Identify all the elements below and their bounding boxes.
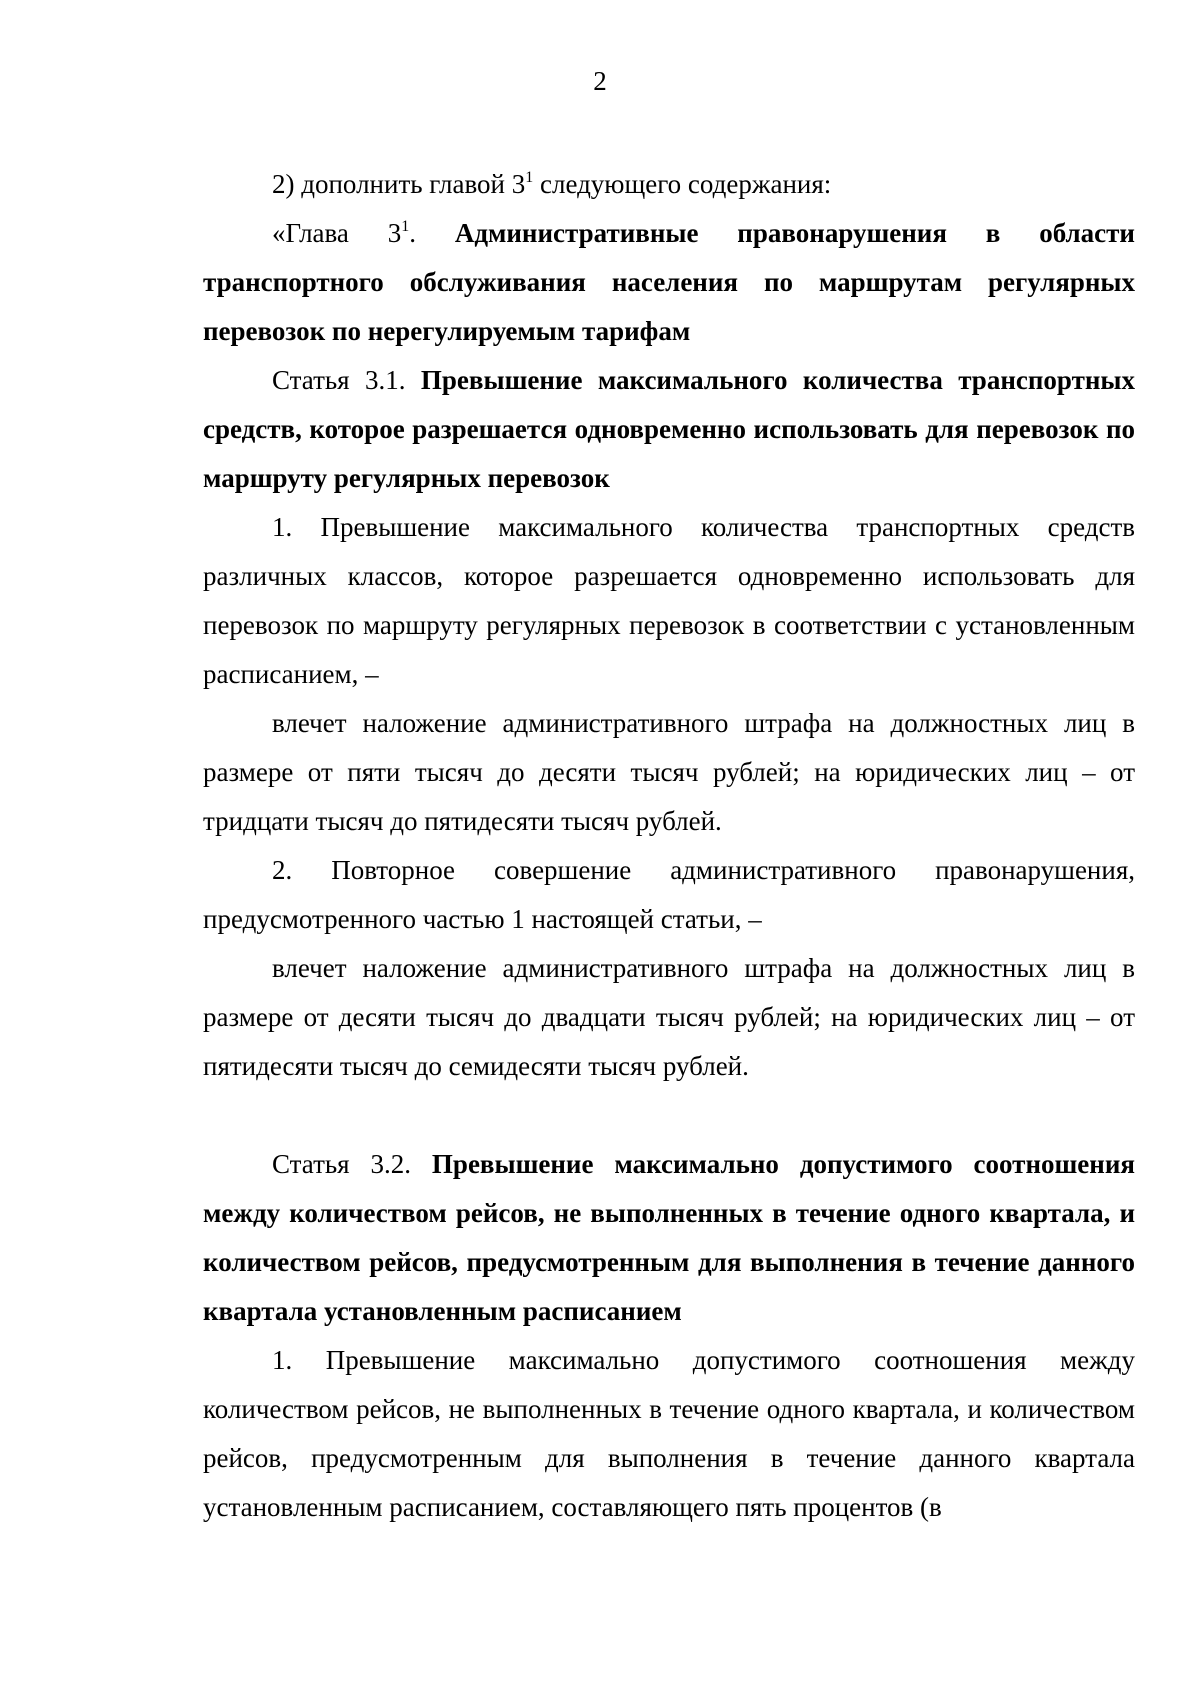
document-body [203,160,1135,1532]
chapter-dot: . [409,218,455,248]
article-3-1-label: Статья 3.1. [272,365,421,395]
article-3-2-part-1: 1. Превышение максимально допустимого соотношения между количеством рейсов, не выполненных в течение одного квартала, и количеством рейсов, предусмотренным для выполнения в течение данного квартала установленным расписанием, составляющего пять процентов (в [203,1345,1135,1522]
chapter-prefix: «Глава 3 [272,218,402,248]
article-3-1-penalty-2: влечет наложение административного штрафа на должностных лиц в размере от десяти тысяч до двадцати тысяч рублей; на юридических лиц – от пятидесяти тысяч до семидесяти тысяч рублей. [203,953,1135,1081]
chapter-heading [203,209,1135,356]
intro-superscript: 1 [525,169,534,186]
article-3-1-part-1: 1. Превышение максимального количества транспортных средств различных классов, которое разрешается одновременно использовать для перевозок по маршруту регулярных перевозок в соответствии с установленным расписанием, – [203,512,1135,689]
section-spacer [203,1091,1135,1140]
chapter-title: Административные правонарушения в области транспортного обслуживания населения по маршрутам регулярных перевозок по нерегулируемым тарифам [203,218,1135,346]
chapter-superscript: 1 [401,218,410,235]
article-3-1-part-2: 2. Повторное совершение административного правонарушения, предусмотренного частью 1 настоящей статьи, – [203,855,1135,934]
article-3-1-penalty-1: влечет наложение административного штрафа на должностных лиц в размере от пяти тысяч до десяти тысяч рублей; на юридических лиц – от тридцати тысяч до пятидесяти тысяч рублей. [203,708,1135,836]
intro-prefix: 2) дополнить главой 3 [272,169,526,199]
article-3-2-heading [203,1140,1135,1336]
page-number: 2 [593,66,607,96]
article-3-1-heading [203,356,1135,503]
intro-suffix: следующего содержания: [533,169,832,199]
article-3-1-title: Превышение максимального количества транспортных средств, которое разрешается одновременно использовать для перевозок по маршруту регулярных перевозок [203,365,1135,493]
article-3-2-title: Превышение максимально допустимого соотношения между количеством рейсов, не выполненных в течение одного квартала, и количеством рейсов, предусмотренным для выполнения в течение данного квартала установленным расписанием [203,1149,1135,1326]
article-3-2-label: Статья 3.2. [272,1149,432,1179]
intro-paragraph [203,160,1135,209]
